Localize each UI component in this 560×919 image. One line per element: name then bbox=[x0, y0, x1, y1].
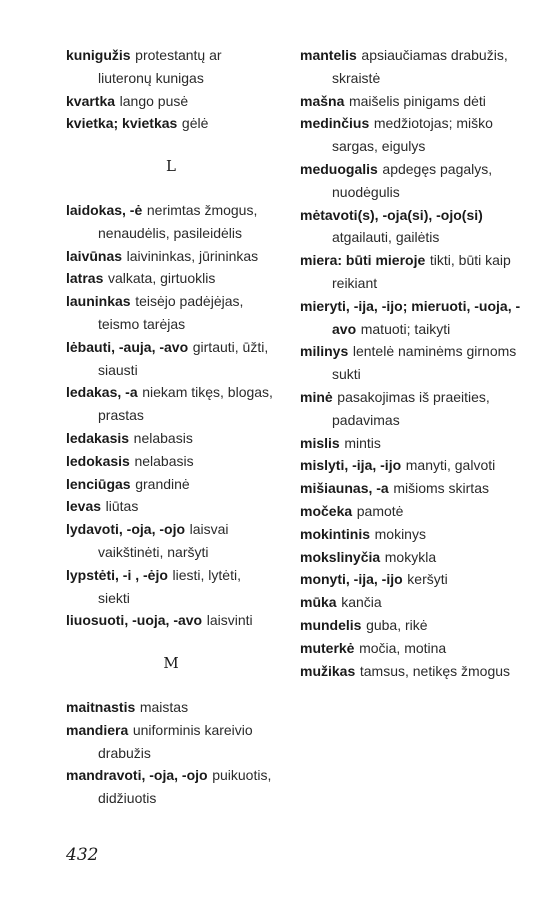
dictionary-entry bbox=[66, 91, 276, 114]
headword: miera: būti mieroje bbox=[300, 252, 426, 269]
dictionary-entry bbox=[300, 45, 530, 91]
dictionary-entry bbox=[66, 45, 276, 91]
definition: laisvai vaikštinėti, naršyti bbox=[98, 521, 229, 560]
definition: tikti, būti kaip reikiant bbox=[332, 252, 511, 291]
dictionary-entry bbox=[300, 159, 530, 205]
definition: tamsus, netikęs žmogus bbox=[359, 662, 511, 679]
definition: nelabasis bbox=[133, 429, 193, 446]
definition: keršyti bbox=[407, 571, 448, 588]
definition: pamotė bbox=[356, 502, 404, 519]
dictionary-entry bbox=[66, 474, 276, 497]
definition: maišelis pinigams dėti bbox=[348, 92, 486, 109]
headword: mandravoti, -oja, -ojo bbox=[66, 767, 208, 784]
definition: apdegęs pagalys, nuodėgulis bbox=[332, 160, 493, 200]
dictionary-entry bbox=[300, 433, 530, 456]
headword: mėtavoti(s), -oja(si), -ojo(si) bbox=[300, 206, 483, 223]
definition: guba, rikė bbox=[366, 616, 428, 633]
headword: kvietka; kvietkas bbox=[66, 115, 178, 132]
section-letter: M bbox=[163, 654, 179, 673]
definition: grandinė bbox=[135, 475, 190, 492]
dictionary-entry bbox=[300, 615, 530, 638]
dictionary-entry bbox=[66, 200, 276, 246]
dictionary-entry bbox=[66, 113, 276, 136]
dictionary-entry bbox=[66, 268, 276, 291]
dictionary-entry bbox=[66, 451, 276, 474]
headword: monyti, -ija, -ijo bbox=[300, 571, 403, 588]
definition: kančia bbox=[341, 594, 382, 611]
headword: levas bbox=[66, 498, 102, 515]
dictionary-entry bbox=[300, 638, 530, 661]
definition: apsiaučiamas drabužis, skraistė bbox=[332, 47, 508, 86]
definition: liesti, lytėti, siekti bbox=[98, 566, 241, 606]
dictionary-entry bbox=[66, 382, 276, 428]
definition: močia, motina bbox=[359, 639, 447, 656]
section-letter: L bbox=[166, 157, 176, 176]
headword: muterkė bbox=[300, 639, 355, 656]
headword: mislis bbox=[300, 434, 340, 451]
dictionary-entry bbox=[66, 246, 276, 269]
headword: maitnastis bbox=[66, 698, 136, 715]
dictionary-entry bbox=[66, 697, 276, 720]
dictionary-entry bbox=[300, 296, 530, 342]
definition: nelabasis bbox=[134, 452, 194, 469]
definition: laivininkas, jūrininkas bbox=[126, 247, 259, 264]
headword: mundelis bbox=[300, 616, 362, 633]
headword: močeka bbox=[300, 502, 353, 519]
dictionary-entry bbox=[66, 720, 276, 766]
dictionary-entry bbox=[300, 387, 530, 433]
headword: ledakasis bbox=[66, 429, 130, 446]
headword: minė bbox=[300, 388, 333, 405]
definition: mokykla bbox=[384, 548, 437, 565]
headword: mantelis bbox=[300, 47, 357, 63]
headword: laivūnas bbox=[66, 247, 123, 264]
dictionary-entry bbox=[66, 565, 276, 611]
definition: laisvinti bbox=[206, 612, 253, 629]
dictionary-entry bbox=[300, 455, 530, 478]
definition: mišioms skirtas bbox=[393, 480, 489, 497]
dictionary-entry bbox=[66, 291, 276, 337]
dictionary-entry bbox=[66, 519, 276, 565]
definition: uniforminis kareivio drabužis bbox=[98, 721, 253, 761]
dictionary-entry bbox=[66, 610, 276, 633]
headword: lėbauti, -auja, -avo bbox=[66, 338, 189, 355]
definition: pasakojimas iš praeities, padavimas bbox=[332, 388, 490, 428]
headword: lenciūgas bbox=[66, 475, 131, 492]
definition: nerimtas žmogus, nenaudėlis, pasileidėlis bbox=[98, 201, 258, 241]
definition: maistas bbox=[139, 698, 189, 715]
headword: kvartka bbox=[66, 92, 116, 109]
dictionary-entry bbox=[300, 592, 530, 615]
headword: ledakas, -a bbox=[66, 384, 138, 401]
page-number: 432 bbox=[66, 845, 99, 865]
headword: liuosuoti, -uoja, -avo bbox=[66, 612, 203, 629]
headword: mišiaunas, -a bbox=[300, 480, 389, 497]
headword: mieryti, -ija, -ijo; mieruoti, -uoja, -avo bbox=[300, 297, 521, 337]
definition: atgailauti, gailėtis bbox=[332, 229, 440, 246]
definition: puikuotis, didžiuotis bbox=[98, 767, 272, 807]
definition: mokinys bbox=[374, 525, 426, 542]
definition: lango pusė bbox=[119, 92, 189, 109]
headword: kunigužis bbox=[66, 47, 131, 63]
headword: mužikas bbox=[300, 662, 356, 679]
headword: mandiera bbox=[66, 721, 129, 738]
headword: mūka bbox=[300, 594, 337, 611]
dictionary-entry bbox=[300, 524, 530, 547]
dictionary-entry bbox=[66, 765, 276, 811]
definition: manyti, galvoti bbox=[405, 457, 496, 474]
dictionary-entry bbox=[66, 496, 276, 519]
definition: gėlė bbox=[181, 115, 209, 132]
headword: mokintinis bbox=[300, 525, 371, 542]
dictionary-entry bbox=[300, 250, 530, 296]
definition: protestantų ar liuteronų kunigas bbox=[98, 47, 222, 86]
headword: mokslinyčia bbox=[300, 548, 381, 565]
dictionary-entry bbox=[300, 341, 530, 387]
definition: valkata, girtuoklis bbox=[107, 270, 216, 287]
headword: milinys bbox=[300, 343, 349, 360]
dictionary-entry bbox=[300, 113, 530, 159]
headword: mašna bbox=[300, 92, 345, 109]
dictionary-entry bbox=[300, 91, 530, 114]
definition: medžiotojas; miško sargas, eigulys bbox=[332, 115, 493, 155]
headword: laidokas, -ė bbox=[66, 201, 143, 218]
dictionary-entry bbox=[300, 547, 530, 570]
definition: mintis bbox=[344, 434, 381, 451]
left-column bbox=[66, 45, 276, 811]
headword: medinčius bbox=[300, 115, 370, 132]
dictionary-entry bbox=[66, 428, 276, 451]
dictionary-entry bbox=[300, 205, 530, 251]
definition: matuoti; taikyti bbox=[360, 320, 451, 337]
dictionary-entry bbox=[66, 337, 276, 383]
headword: meduogalis bbox=[300, 160, 378, 177]
headword: lypstėti, -i , -ėjo bbox=[66, 566, 168, 583]
headword: mislyti, -ija, -ijo bbox=[300, 457, 402, 474]
dictionary-entry bbox=[300, 569, 530, 592]
dictionary-entry bbox=[300, 501, 530, 524]
definition: girtauti, ūžti, siausti bbox=[98, 338, 269, 378]
definition: teisėjo padėjėjas, teismo tarėjas bbox=[98, 293, 244, 332]
headword: latras bbox=[66, 270, 104, 287]
dictionary-entry bbox=[300, 478, 530, 501]
right-column bbox=[300, 45, 530, 683]
headword: ledokasis bbox=[66, 452, 130, 469]
definition: niekam tikęs, blogas, prastas bbox=[98, 384, 273, 424]
definition: liūtas bbox=[105, 498, 139, 515]
headword: launinkas bbox=[66, 293, 131, 310]
headword: lydavoti, -oja, -ojo bbox=[66, 521, 186, 538]
definition: lentelė naminėms girnoms sukti bbox=[332, 343, 517, 383]
dictionary-entry bbox=[300, 661, 530, 684]
